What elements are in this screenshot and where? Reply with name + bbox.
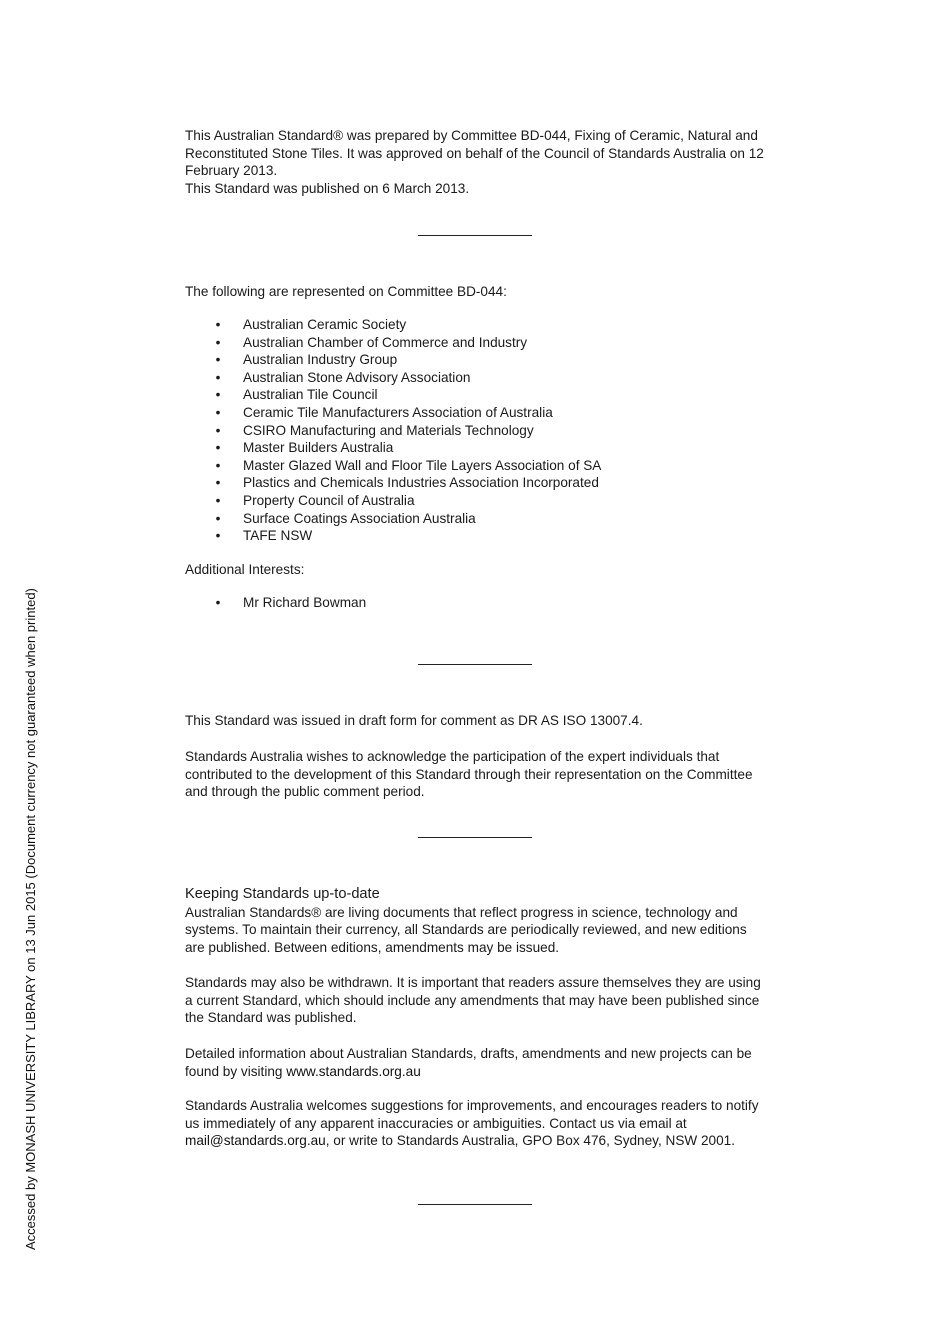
list-item-label: Mr Richard Bowman xyxy=(243,595,367,610)
acknowledgement-section xyxy=(185,748,770,801)
list-item xyxy=(185,422,770,440)
list-item-label: Master Glazed Wall and Floor Tile Layers Association of SA xyxy=(243,457,602,473)
intro-paragraph: This Australian Standard® was prepared by Committee BD-044, Fixing of Ceramic, Natural and Reconstituted Stone Tiles. It was approved on behalf of the Council of Standards Australia on 12 February 2013. xyxy=(185,128,764,179)
list-item xyxy=(185,439,770,457)
committee-members-list xyxy=(185,316,770,545)
divider-rule xyxy=(418,235,532,236)
list-item-label: Australian Ceramic Society xyxy=(243,317,407,332)
keeping-paragraph-1: Australian Standards® are living documents that reflect progress in science, technology and systems. To maintain their currency, all Standards are periodically reviewed, and new editions are published. Between editions, amendments may be issued. xyxy=(185,904,747,955)
bullet-icon: • xyxy=(215,387,221,403)
contact-section xyxy=(185,1097,770,1150)
keeping-paragraph-4 xyxy=(185,1097,770,1150)
list-item-label: CSIRO Manufacturing and Materials Technology xyxy=(243,422,534,438)
list-item-label: Ceramic Tile Manufacturers Association of Australia xyxy=(243,404,553,420)
committee-section xyxy=(185,283,770,301)
list-item-label: Plastics and Chemicals Industries Association Incorporated xyxy=(243,475,599,491)
bullet-icon: • xyxy=(215,352,221,368)
contact-tail: , or write to Standards Australia, GPO Box 476, Sydney, NSW 2001. xyxy=(325,1133,736,1149)
acknowledgement-paragraph: Standards Australia wishes to acknowledge the participation of the expert individuals that contributed to the development of this Standard through their representation on the Committee and through the public comment period. xyxy=(185,749,753,800)
list-item-label: Australian Industry Group xyxy=(243,352,398,368)
list-item xyxy=(185,334,770,352)
list-item xyxy=(185,474,770,492)
list-item xyxy=(185,492,770,510)
email-link[interactable]: mail@standards.org.au xyxy=(185,1133,326,1149)
bullet-icon: • xyxy=(215,422,221,438)
bullet-icon: • xyxy=(215,510,221,526)
additional-interests-label: Additional Interests: xyxy=(185,562,305,577)
list-item xyxy=(185,527,770,545)
list-item xyxy=(185,351,770,369)
info-text: Detailed information about Australian Standards, drafts, amendments and new projects can be found by visiting xyxy=(185,1046,752,1079)
bullet-icon: • xyxy=(215,317,221,332)
bullet-icon: • xyxy=(215,334,221,350)
standards-website-link[interactable]: www.standards.org.au xyxy=(286,1063,421,1079)
divider-rule xyxy=(418,1204,532,1205)
committee-list-wrap xyxy=(185,316,770,545)
committee-lead: The following are represented on Committee BD-044: xyxy=(185,284,507,299)
divider-rule xyxy=(418,664,532,665)
additional-interests-list xyxy=(185,594,770,612)
list-item-label: Master Builders Australia xyxy=(243,440,394,456)
bullet-icon: • xyxy=(215,595,221,610)
bullet-icon: • xyxy=(215,528,221,544)
keeping-paragraph-3 xyxy=(185,1045,770,1080)
additional-section xyxy=(185,561,770,579)
draft-issued: This Standard was issued in draft form for comment as DR AS ISO 13007.4. xyxy=(185,713,643,728)
list-item-label: Property Council of Australia xyxy=(243,492,415,508)
list-item xyxy=(185,316,770,334)
bullet-icon: • xyxy=(215,457,221,473)
list-item-label: Australian Stone Advisory Association xyxy=(243,369,471,385)
keeping-section xyxy=(185,886,770,956)
access-side-note: Accessed by MONASH UNIVERSITY LIBRARY on 13 Jun 2015 (Document currency not guaranteed when printed) xyxy=(23,588,38,1250)
contact-text: Standards Australia welcomes suggestions for improvements, and encourages readers to notify us immediately of any apparent inaccuracies or ambiguities. Contact us via email at xyxy=(185,1098,759,1131)
list-item xyxy=(185,386,770,404)
list-item xyxy=(185,510,770,528)
list-item xyxy=(185,369,770,387)
bullet-icon: • xyxy=(215,404,221,420)
keeping-heading: Keeping Standards up-to-date xyxy=(185,886,380,902)
keeping-paragraph-2: Standards may also be withdrawn. It is important that readers assure themselves they are using a current Standard, which should include any amendments that may have been published since the Standard was published. xyxy=(185,975,761,1026)
bullet-icon: • xyxy=(215,369,221,385)
bullet-icon: • xyxy=(215,492,221,508)
additional-list-wrap xyxy=(185,594,770,612)
bullet-icon: • xyxy=(215,440,221,456)
list-item-label: Australian Tile Council xyxy=(243,387,378,403)
list-item xyxy=(185,457,770,475)
bullet-icon: • xyxy=(215,475,221,491)
intro-section xyxy=(185,127,770,197)
list-item xyxy=(185,404,770,422)
list-item-label: TAFE NSW xyxy=(243,528,313,544)
list-item xyxy=(185,594,770,612)
list-item-label: Surface Coatings Association Australia xyxy=(243,510,476,526)
divider-rule xyxy=(418,837,532,838)
published-date: This Standard was published on 6 March 2013. xyxy=(185,180,470,196)
info-section xyxy=(185,1045,770,1080)
withdrawn-section xyxy=(185,974,770,1027)
draft-section xyxy=(185,712,770,730)
list-item-label: Australian Chamber of Commerce and Industry xyxy=(243,334,528,350)
